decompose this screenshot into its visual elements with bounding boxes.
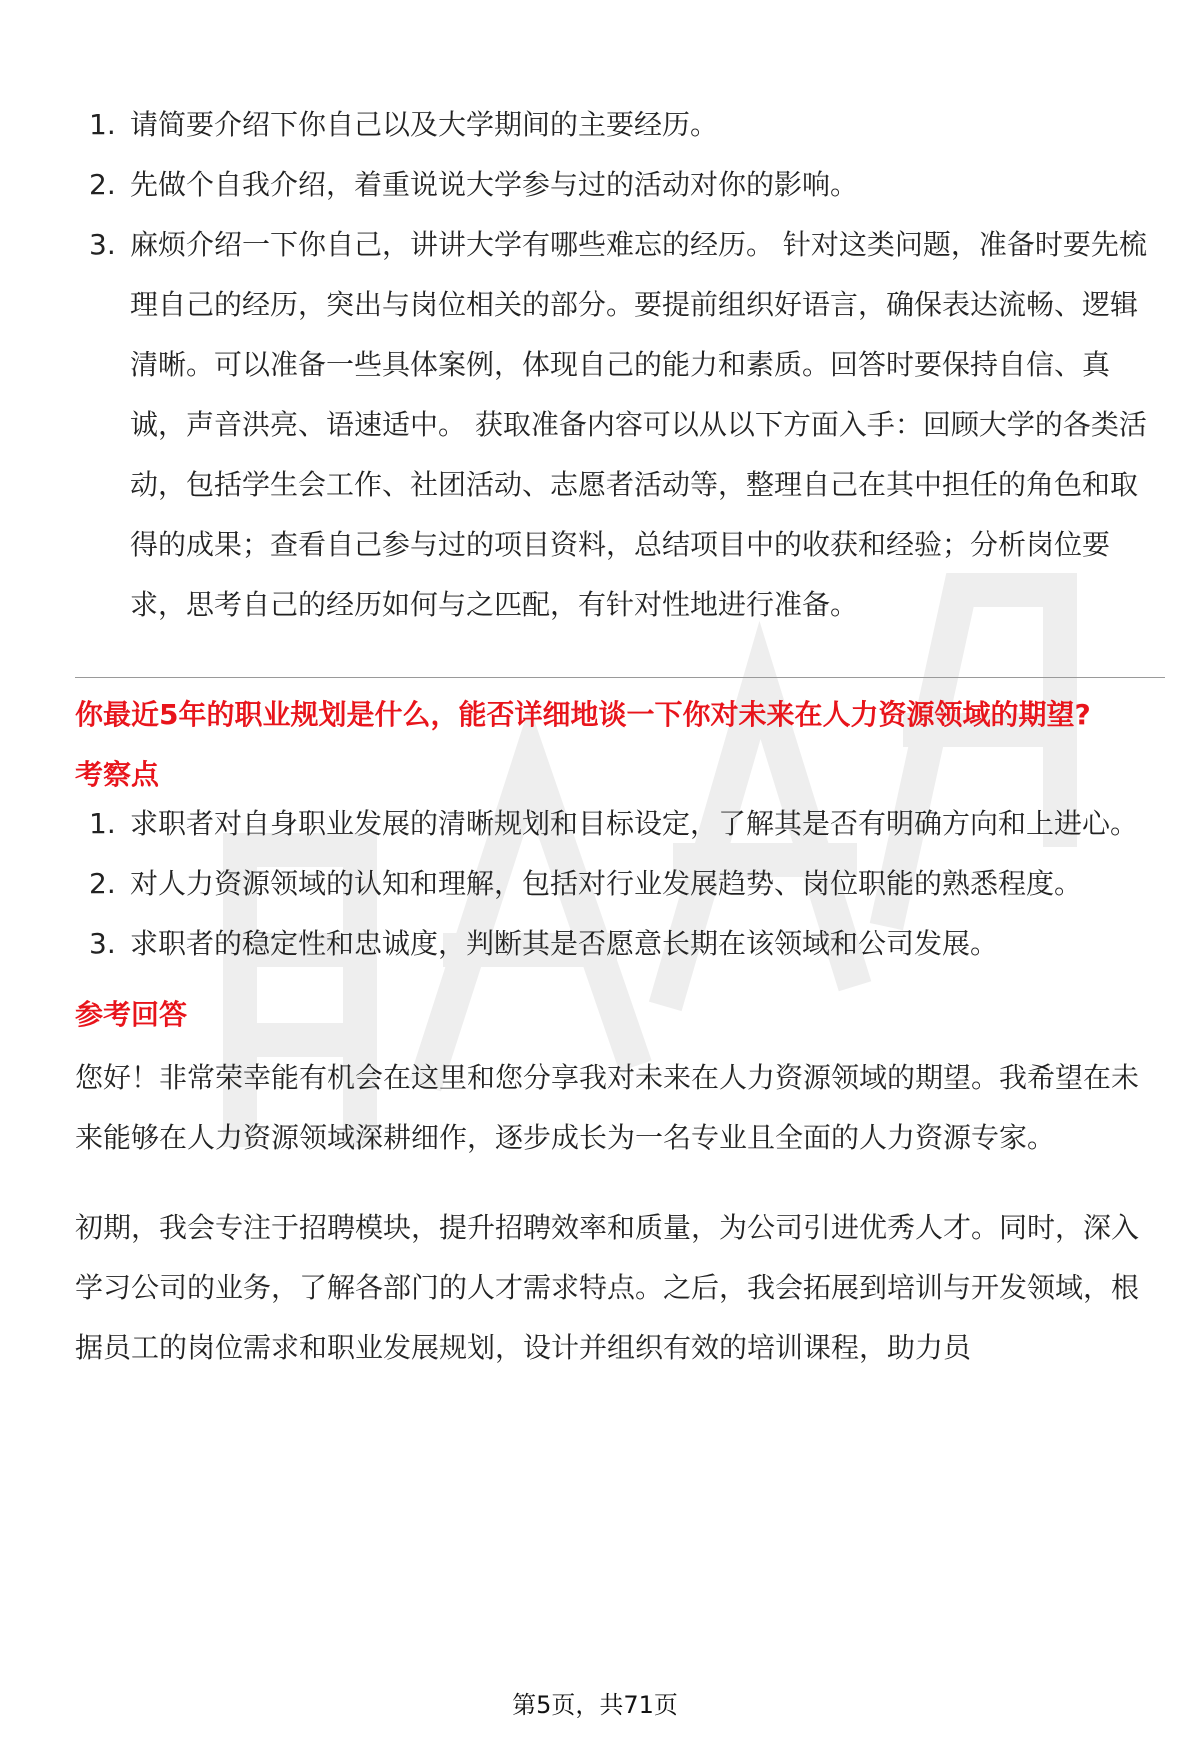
- list-item: [75, 914, 1165, 974]
- page-number-footer: 第5页，共71页: [512, 1691, 678, 1719]
- list-item: [75, 215, 1165, 635]
- section-divider: [75, 677, 1165, 678]
- answer-heading: 参考回答: [75, 998, 188, 1031]
- page-content: [75, 95, 1165, 1378]
- list-number: 2.: [89, 168, 116, 201]
- answer-paragraph: 初期，我会专注于招聘模块，提升招聘效率和质量，为公司引进优秀人才。同时，深入学习公司的业务，了解各部门的人才需求特点。之后，我会拓展到培训与开发领域，根据员工的岗位需求和职业发展规划，设计并组织有效的培训课程，助力员: [75, 1211, 1140, 1364]
- answer-paragraph: 您好！非常荣幸能有机会在这里和您分享我对未来在人力资源领域的期望。我希望在未来能够在人力资源领域深耕细作，逐步成长为一名专业且全面的人力资源专家。: [75, 1061, 1140, 1154]
- list-text: 请简要介绍下你自己以及大学期间的主要经历。: [130, 108, 719, 141]
- question-title: 你最近5年的职业规划是什么，能否详细地谈一下你对未来在人力资源领域的期望?: [75, 698, 1091, 731]
- list-item: [75, 794, 1165, 854]
- list-number: 1.: [89, 108, 116, 141]
- intro-question-list: [75, 95, 1165, 635]
- list-item: [75, 854, 1165, 914]
- list-item: [75, 155, 1165, 215]
- list-text: 求职者对自身职业发展的清晰规划和目标设定，了解其是否有明确方向和上进心。: [130, 807, 1139, 840]
- list-number: 3.: [89, 927, 116, 960]
- list-item: [75, 95, 1165, 155]
- focus-heading: 考察点: [75, 758, 160, 791]
- list-text: 先做个自我介绍，着重说说大学参与过的活动对你的影响。: [130, 168, 859, 201]
- list-text: 对人力资源领域的认知和理解，包括对行业发展趋势、岗位职能的熟悉程度。: [130, 867, 1083, 900]
- list-number: 1.: [89, 807, 116, 840]
- focus-point-list: [75, 794, 1165, 974]
- list-number: 3.: [89, 228, 116, 261]
- list-text: 求职者的稳定性和忠诚度，判断其是否愿意长期在该领域和公司发展。: [130, 927, 999, 960]
- list-number: 2.: [89, 867, 116, 900]
- list-text: 麻烦介绍一下你自己，讲讲大学有哪些难忘的经历。 针对这类问题，准备时要先梳理自己的经历，突出与岗位相关的部分。要提前组织好语言，确保表达流畅、逻辑清晰。可以准备一些具体案例，体现自己的能力和素质。回答时要保持自信、真诚，声音洪亮、语速适中。 获取准备内容可以从以下方面入手：回顾大学的各类活动，包括学生会工作、社团活动、志愿者活动等，整理自己在其中担任的角色和取得的成果；查看自己参与过的项目资料，总结项目中的收获和经验；分析岗位要求，思考自己的经历如何与之匹配，有针对性地进行准备。: [130, 228, 1147, 621]
